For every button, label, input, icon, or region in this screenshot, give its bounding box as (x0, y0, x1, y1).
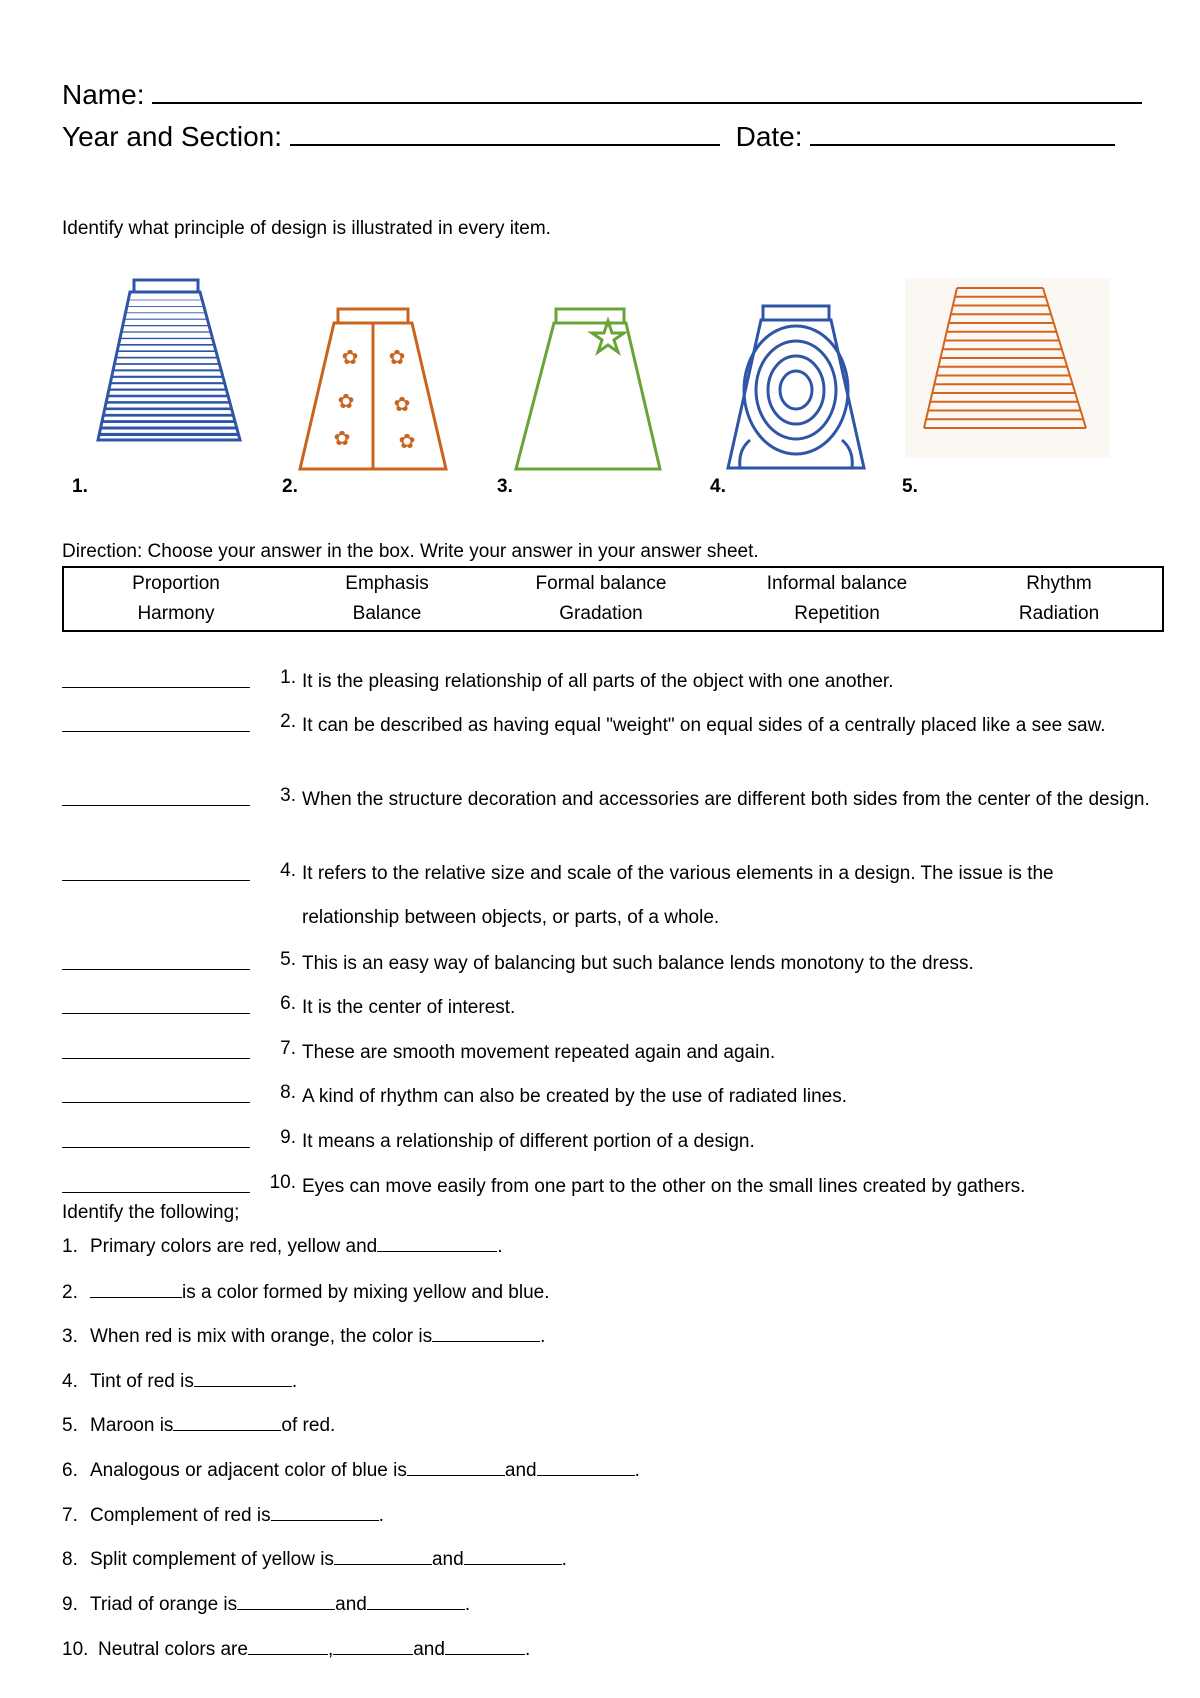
choice-item: Balance (352, 603, 422, 624)
question-number: 4. (280, 860, 296, 881)
question-text: These are smooth movement repeated again and again. (302, 1042, 776, 1063)
identify-number: 5. (62, 1415, 78, 1436)
identify-text: is a color formed by mixing yellow and blue. (182, 1282, 550, 1303)
name-field[interactable] (152, 76, 1142, 104)
choice-item: Proportion (132, 573, 220, 594)
identify-number: 3. (62, 1326, 78, 1347)
identify-text: Maroon is (90, 1415, 174, 1436)
svg-text:✿: ✿ (393, 392, 411, 416)
identify-item (62, 1412, 335, 1437)
figure-label-3: 3. (497, 476, 513, 497)
question-text: It means a relationship of different portion of a design. (302, 1131, 755, 1152)
choice-item: Formal balance (535, 573, 667, 594)
question-text: A kind of rhythm can also be created by the use of radiated lines. (302, 1086, 847, 1107)
identify-blank[interactable] (432, 1323, 540, 1342)
identify-text: Tint of red is (90, 1371, 194, 1392)
question-text: Eyes can move easily from one part to the other on the small lines created by gathers. (302, 1176, 1026, 1197)
svg-text:✿: ✿ (388, 345, 406, 369)
identify-text: and (504, 1460, 537, 1481)
instruction: Identify what principle of design is illustrated in every item. (62, 218, 551, 239)
date-field[interactable] (810, 118, 1115, 146)
identify-item (62, 1368, 297, 1393)
identify-text: of red. (281, 1415, 336, 1436)
identify-number: 7. (62, 1505, 78, 1526)
question-number: 3. (280, 785, 296, 806)
identify-text: . (634, 1460, 640, 1481)
answer-blank[interactable] (62, 969, 250, 970)
figure-label-2: 2. (282, 476, 298, 497)
figure-label-5: 5. (902, 476, 918, 497)
identify-text: . (540, 1326, 546, 1347)
identify-title: Identify the following; (62, 1202, 240, 1223)
identify-number: 4. (62, 1371, 78, 1392)
identify-blank[interactable] (173, 1412, 281, 1431)
identify-number: 9. (62, 1594, 78, 1615)
identify-item (62, 1636, 530, 1661)
question-text: This is an easy way of balancing but such balance lends monotony to the dress. (302, 953, 974, 974)
question-text: It is the center of interest. (302, 997, 516, 1018)
identify-blank[interactable] (334, 1546, 432, 1565)
identify-text: . (464, 1594, 471, 1615)
skirt-gradation-lines-icon (90, 270, 250, 450)
choice-item: Radiation (1018, 603, 1100, 624)
identify-item (62, 1502, 384, 1527)
choices-box (62, 566, 1164, 632)
choice-item: Emphasis (345, 573, 429, 594)
question-text: It can be described as having equal "weight" on equal sides of a centrally placed like a see saw. (302, 715, 1106, 736)
answer-blank[interactable] (62, 805, 250, 806)
svg-text:✿: ✿ (337, 389, 355, 413)
identify-number: 2. (62, 1282, 78, 1303)
question-number: 9. (280, 1127, 296, 1148)
svg-text:✿: ✿ (398, 429, 416, 453)
identify-item (62, 1233, 503, 1258)
identify-item (62, 1591, 470, 1616)
identify-text: and (431, 1549, 464, 1570)
year-section-row (62, 118, 1115, 153)
figure-label-4: 4. (710, 476, 726, 497)
identify-number: 8. (62, 1549, 78, 1570)
question-number: 5. (280, 949, 296, 970)
identify-blank[interactable] (194, 1368, 292, 1387)
identify-text: , (327, 1639, 334, 1660)
skirt-emphasis-star-icon (510, 305, 665, 475)
identify-blank[interactable] (367, 1591, 465, 1610)
identify-item (62, 1279, 550, 1304)
question-text: When the structure decoration and accessories are different both sides from the center of the design. (302, 789, 1150, 810)
identify-blank[interactable] (248, 1636, 328, 1655)
identify-item (62, 1546, 567, 1571)
question-number: 2. (280, 711, 296, 732)
question-text: It refers to the relative size and scale of the various elements in a design. The issue is the relationship between objects, or parts, of a whole. (302, 863, 1054, 928)
identify-text: and (335, 1594, 367, 1615)
name-row (62, 76, 1142, 111)
identify-text: . (378, 1505, 384, 1526)
year-section-field[interactable] (290, 118, 720, 146)
identify-text: . (291, 1371, 298, 1392)
question-number: 10. (269, 1172, 296, 1193)
choice-item: Repetition (794, 603, 880, 624)
answer-blank[interactable] (62, 1013, 250, 1014)
identify-text: . (497, 1236, 503, 1257)
question-number: 7. (280, 1038, 296, 1059)
choice-item: Rhythm (1026, 573, 1092, 594)
identify-blank[interactable] (537, 1457, 635, 1476)
date-label: Date: (735, 121, 803, 152)
identify-number: 1. (62, 1236, 78, 1257)
answer-blank[interactable] (62, 1147, 250, 1148)
identify-text: Triad of orange is (90, 1594, 238, 1615)
choice-item: Harmony (137, 603, 215, 624)
choice-item: Informal balance (766, 573, 908, 594)
identify-blank[interactable] (377, 1233, 497, 1252)
identify-blank[interactable] (333, 1636, 413, 1655)
answer-blank[interactable] (62, 687, 250, 688)
answer-blank[interactable] (62, 1102, 250, 1103)
answer-blank[interactable] (62, 880, 250, 881)
identify-text: Analogous or adjacent color of blue is (90, 1460, 407, 1481)
identify-item (62, 1457, 640, 1482)
identify-blank[interactable] (464, 1546, 562, 1565)
identify-text: Complement of red is (90, 1505, 271, 1526)
choice-item: Gradation (559, 603, 643, 624)
identify-text: . (524, 1639, 531, 1660)
identify-text: Neutral colors are (98, 1639, 248, 1660)
question-text: It is the pleasing relationship of all parts of the object with one another. (302, 671, 894, 692)
answer-blank[interactable] (62, 731, 250, 732)
identify-text: and (413, 1639, 445, 1660)
identify-item (62, 1323, 545, 1348)
skirt-radiation-circles-icon (720, 300, 875, 475)
answer-blank[interactable] (62, 1192, 250, 1193)
identify-number: 10. (62, 1639, 89, 1660)
identify-blank[interactable] (271, 1502, 379, 1521)
year-section-label: Year and Section: (62, 121, 283, 152)
question-number: 1. (280, 667, 296, 688)
svg-text:✿: ✿ (341, 345, 359, 369)
skirt-repetition-lines-icon (905, 278, 1110, 458)
identify-text: Split complement of yellow is (90, 1549, 334, 1570)
identify-number: 6. (62, 1460, 78, 1481)
svg-text:✿: ✿ (333, 426, 351, 450)
identify-text: When red is mix with orange, the color is (90, 1326, 433, 1347)
direction-text: Direction: Choose your answer in the box. Write your answer in your answer sheet. (62, 541, 759, 562)
name-label: Name: (62, 79, 145, 110)
identify-text: Primary colors are red, yellow and (90, 1236, 378, 1257)
identify-blank[interactable] (237, 1591, 335, 1610)
identify-blank[interactable] (407, 1457, 505, 1476)
identify-blank[interactable] (90, 1279, 182, 1298)
skirt-formal-balance-flowers-icon (296, 305, 451, 475)
question-number: 6. (280, 993, 296, 1014)
identify-blank[interactable] (445, 1636, 525, 1655)
question-number: 8. (280, 1082, 296, 1103)
identify-text: . (561, 1549, 567, 1570)
answer-blank[interactable] (62, 1058, 250, 1059)
figure-label-1: 1. (72, 476, 88, 497)
